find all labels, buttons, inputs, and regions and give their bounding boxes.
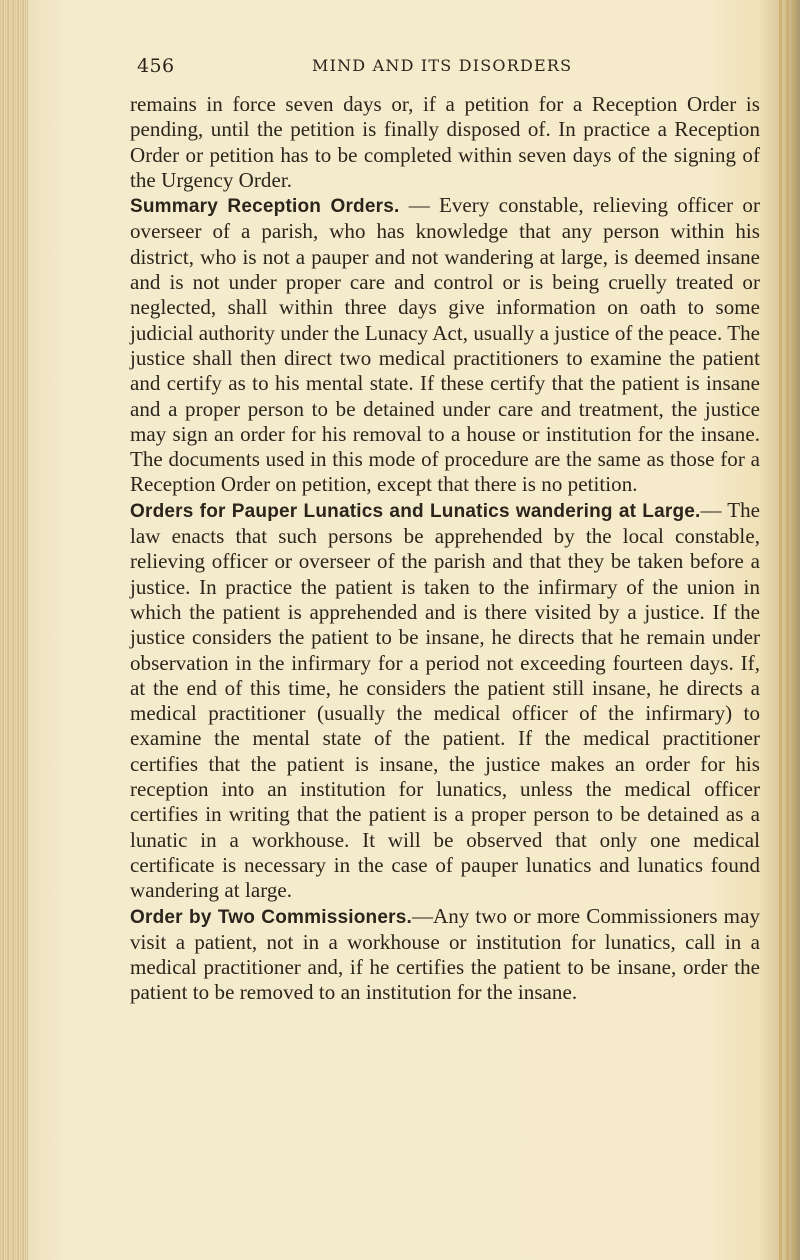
paragraph-text: — Every constable, relieving officer or overseer of a parish, who has knowledge that any person within his district, who is not a pauper and not wandering at large, is deemed insane and is not under proper care and control or is being cruelly treated or neglected, shall within three days give information on oath to some judicial authority under the Lunacy Act, usually a justice of the peace. The justice shall then direct two medical practitioners to examine the patient and certify as to his mental state. If these certify that the patient is insane and a proper person to be detained under care and treatment, the justice may sign an order for his removal to a house or institution for the insane. The documents used in this mode of procedure are the same as those for a Reception Order on petition, except that there is no petition. [130, 193, 760, 497]
page-edge-line [786, 0, 789, 1260]
section-heading: Summary Reception Orders. [130, 196, 400, 218]
section-heading: Order by Two Commissioners. [130, 906, 412, 928]
main-text [130, 92, 760, 1006]
section-heading: Orders for Pauper Lunatics and Lunatics wandering at Large. [130, 500, 701, 522]
running-title: MIND AND ITS DISORDERS [312, 56, 573, 75]
paragraph-text: —Any two or more Commissioners may visit a patient, not in a workhouse or institution for lunatics, call in a medical practitioner and, if he certifies the patient to be insane, order the patient to be removed to an institution for the insane. [130, 903, 760, 1005]
page-number: 456 [137, 55, 175, 77]
page-gutter-edge [0, 0, 28, 1260]
page-edge-line [779, 0, 782, 1260]
paragraph-pauper-lunatics [130, 498, 760, 904]
page-edge-line [792, 0, 795, 1260]
paragraph-summary-reception-orders [130, 193, 760, 498]
paragraph-two-commissioners [130, 904, 760, 1006]
paragraph-text: — The law enacts that such persons be apprehended by the local constable, relieving officer or overseer of the parish and that they be taken before a justice. In practice the patient is taken to the infirmary of the union in which the patient is apprehended and is there visited by a justice. If the justice considers the patient to be insane, he directs that he remain under observation in the infirmary for a period not exceeding fourteen days. If, at the end of this time, he considers the patient still insane, he directs a medical practitioner (usually the medical officer of the infirmary) to examine the mental state of the patient. If the medical practitioner certifies that the patient is insane, the justice makes an order for his reception into an institution for lunatics, unless the medical officer certifies in writing that the patient is a proper person to be detained as a lunatic in a workhouse. It will be observed that only one medical certificate is necessary in the case of pauper lunatics and lunatics found wandering at large. [130, 497, 760, 903]
page-header [137, 53, 592, 79]
paragraph-continuation [130, 92, 760, 193]
paragraph-text: remains in force seven days or, if a petition for a Reception Order is pending, until the petition is finally disposed of. In practice a Reception Order or petition has to be completed within seven days of the signing of the Urgency Order. [130, 92, 760, 192]
